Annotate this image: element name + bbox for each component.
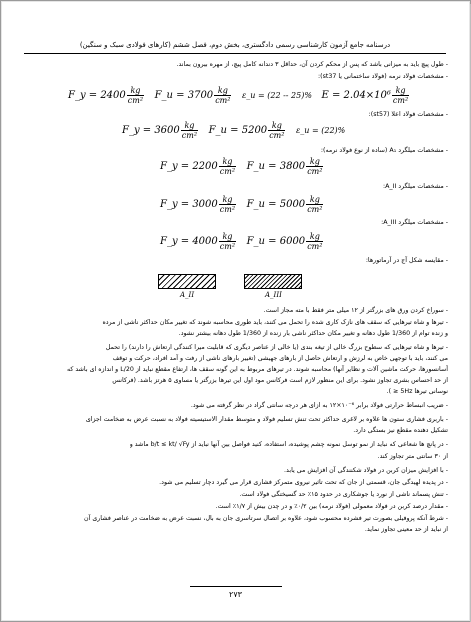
paragraph-line-5: می کنند، باید با توجهی خاص به لرزش و ارتعاش حاصل از بارهای جهیشی (تغییر بارهای ناشی از رفت و آمد افراد، حرکت و توقف	[112, 355, 448, 362]
a1-equation	[160, 157, 324, 176]
a3-fu: F_u = 6000	[246, 236, 306, 247]
st57-fy: F_y = 3600	[122, 125, 180, 136]
st57-title: - مشخصات فولاد اعلا (st57):	[368, 111, 448, 118]
compare-title: - مقایسه شکل آج در آرماتورها:	[365, 257, 448, 264]
paragraph-line-15: - در پدیده لهیدگی جان، قسمتی از جان که تحت تاثیر نیروی متمرکز فشاری قرار می گیرد دچار تسلیم می شود.	[159, 479, 448, 486]
st37-fu: F_u = 3700	[154, 90, 214, 101]
st37-fy: F_y = 2400	[68, 90, 126, 101]
paragraph-line-18: - شرط آنکه پروفیلی بصورت تیر فشرده محسوب شود، علاوه بر اتصال سرتاسری جان به بال، نسبت عرض به ضخامت در عناصر فشاری آن	[83, 515, 448, 522]
paragraph-line-14: - با افزایش میزان کربن در فولاد شکنندگی آن افزایش می یابد.	[284, 467, 448, 474]
rebar-a2-label: A_II	[180, 291, 195, 299]
a3-fu-unit: $\frac{kg}{\text{cm²}}$	[307, 232, 323, 251]
st37-e-unit: $\frac{kg}{\text{cm²}}$	[392, 86, 409, 105]
a1-fu: F_u = 3800	[246, 161, 306, 172]
paragraph-line-16: - تنش پسماند ناشی از نورد یا جوشکاری در حدود ۱۵٪ حد گسیختگی فولاد است.	[239, 491, 448, 498]
page-header: درسنامه جامع آزمون کارشناسی رسمی دادگستری، بخش دوم، فصل ششم (کارهای فولادی سبک و سنگین)	[79, 41, 391, 49]
header-rule	[24, 53, 446, 54]
paragraph-line-13: از ۳۰ سانتی متر تجاوز کند.	[377, 453, 448, 460]
a2-fu: F_u = 5000	[246, 199, 306, 210]
paragraph-line-11: تشکیل دهنده مقطع نیز بستگی دارد.	[353, 427, 448, 434]
st37-eu: ε_u = (22 -- 25)%	[242, 91, 312, 100]
a1-title: - مشخصات میلگرد A₁ (ساده از نوع فولاد نرمه):	[320, 147, 448, 154]
st57-fu: F_u = 5200	[208, 125, 268, 136]
page-content	[20, 58, 448, 568]
paragraph-line-2: - تیرها و شاه تیرهایی که سقف های نازک کاری شده را تحمل می کنند، باید طوری محاسبه شوند که تغییر مکان حداکثر ناشی از مرده	[102, 319, 448, 326]
page-number: ۲۷۳	[229, 590, 242, 599]
rebar-a3-label: A_III	[265, 291, 282, 299]
st57-equation	[122, 121, 345, 140]
a2-fu-unit: $\frac{kg}{\text{cm²}}$	[307, 195, 323, 214]
paragraph-line-12: - در پانچ ها شعاعی که نباید از نمو توسل نمونه چشم پوشیده، استفاده، کنید فواصل بین آنها نباید از b/t ≤ kt/ √Fy ماشد و	[129, 441, 448, 448]
a2-equation	[160, 195, 324, 214]
intro-text: - طول پیچ باید به میزانی باشد که پس از محکم کردن آن، حداقل ۳ دندانه کامل پیچ، از مهره بیرون بماند.	[176, 61, 448, 68]
st57-eu: ε_u = (22)%	[296, 126, 346, 135]
st37-fy-unit: $\frac{kg}{\text{cm²}}$	[127, 86, 144, 105]
a1-fy: F_y = 2200	[160, 161, 218, 172]
paragraph-line-17: - مقدار درصد کربن در فولاد معمولی (فولاد نرمه) بین ۰/۲٪ و در چدن بیش از ۱/۷٪ است.	[215, 503, 448, 510]
a3-fy: F_y = 4000	[160, 236, 218, 247]
paragraph-line-10: - باربری فشاری ستون ها علاوه بر لاغری حداکثر تحت تنش تسلیم فولاد و متوسط مقدار الاستیسیته فولاد به نسبت عرض به ضخامت اجزای	[85, 416, 448, 423]
paragraph-line-8: نوسانی تیرها 5Hz ≤ ).	[386, 388, 448, 395]
a1-fu-unit: $\frac{kg}{\text{cm²}}$	[307, 157, 323, 176]
paragraph-line-1: - سوراخ کردن ورق های بزرگتر از ۱۲ میلی متر فقط با مته مجاز است.	[263, 307, 448, 314]
a2-title: - مشخصات میلگرد A_II:	[382, 183, 448, 190]
a3-fy-unit: $\frac{kg}{\text{cm²}}$	[219, 232, 236, 251]
rebar-a3-figure	[244, 274, 302, 289]
st37-e: E = 2.04×10⁶	[321, 90, 391, 101]
paragraph-line-4: - تیرها و شاه تیرهایی که سطوح بزرگ خالی از تیغه بندی (یا خالی از عناصر دیگری که قابلیت میرا کنندگی ارتعاش را دارند) را تحمل	[105, 344, 448, 351]
footer-rule	[190, 586, 282, 587]
a2-fy: F_y = 3000	[160, 199, 218, 210]
paragraph-line-6: آسانسورها، حرکت ماشین آلات و نظایر آنها) محاسبه شوند. در تیرهای مربوط به این گونه سقف ها، ارتفاع مقطع نباید از L/20 و اندازه ای باشد که	[66, 366, 448, 373]
paragraph-line-7: از حد احساس بشری تجاوز نشود. برای این منظور لازم است فرکانس مود اول این تیرها بزرگتر یا مساوی ۵ هرتز باشد. (فرکانس	[112, 377, 448, 384]
paragraph-line-9: - ضریب انبساط حرارتی فولاد برابر ⁶⁻۱۰×۱۲ به ازای هر درجه سانتی گراد در نظر گرفته می شود.	[190, 402, 448, 409]
st57-fu-unit: $\frac{kg}{\text{cm²}}$	[269, 121, 285, 140]
a2-fy-unit: $\frac{kg}{\text{cm²}}$	[219, 195, 236, 214]
a1-fy-unit: $\frac{kg}{\text{cm²}}$	[219, 157, 236, 176]
st37-title: - مشخصات فولاد نرمه (فولاد ساختمانی یا st37):	[318, 73, 448, 80]
st57-fy-unit: $\frac{kg}{\text{cm²}}$	[181, 121, 198, 140]
a3-equation	[160, 232, 324, 251]
st37-fu-unit: $\frac{kg}{\text{cm²}}$	[215, 86, 231, 105]
a3-title: - مشخصات میلگرد A_III:	[381, 219, 448, 226]
paragraph-line-19: از نباید از حد معینی تجاوز نماید.	[364, 526, 448, 533]
st37-equation	[68, 86, 410, 105]
rebar-a2-figure	[158, 274, 216, 289]
paragraph-line-3: و زنده توام از 1/360 طول دهانه و تغییر مکان حداکثر ناشی بار زنده از 1/360 طول دهانه بیشتر نشود.	[178, 330, 448, 337]
